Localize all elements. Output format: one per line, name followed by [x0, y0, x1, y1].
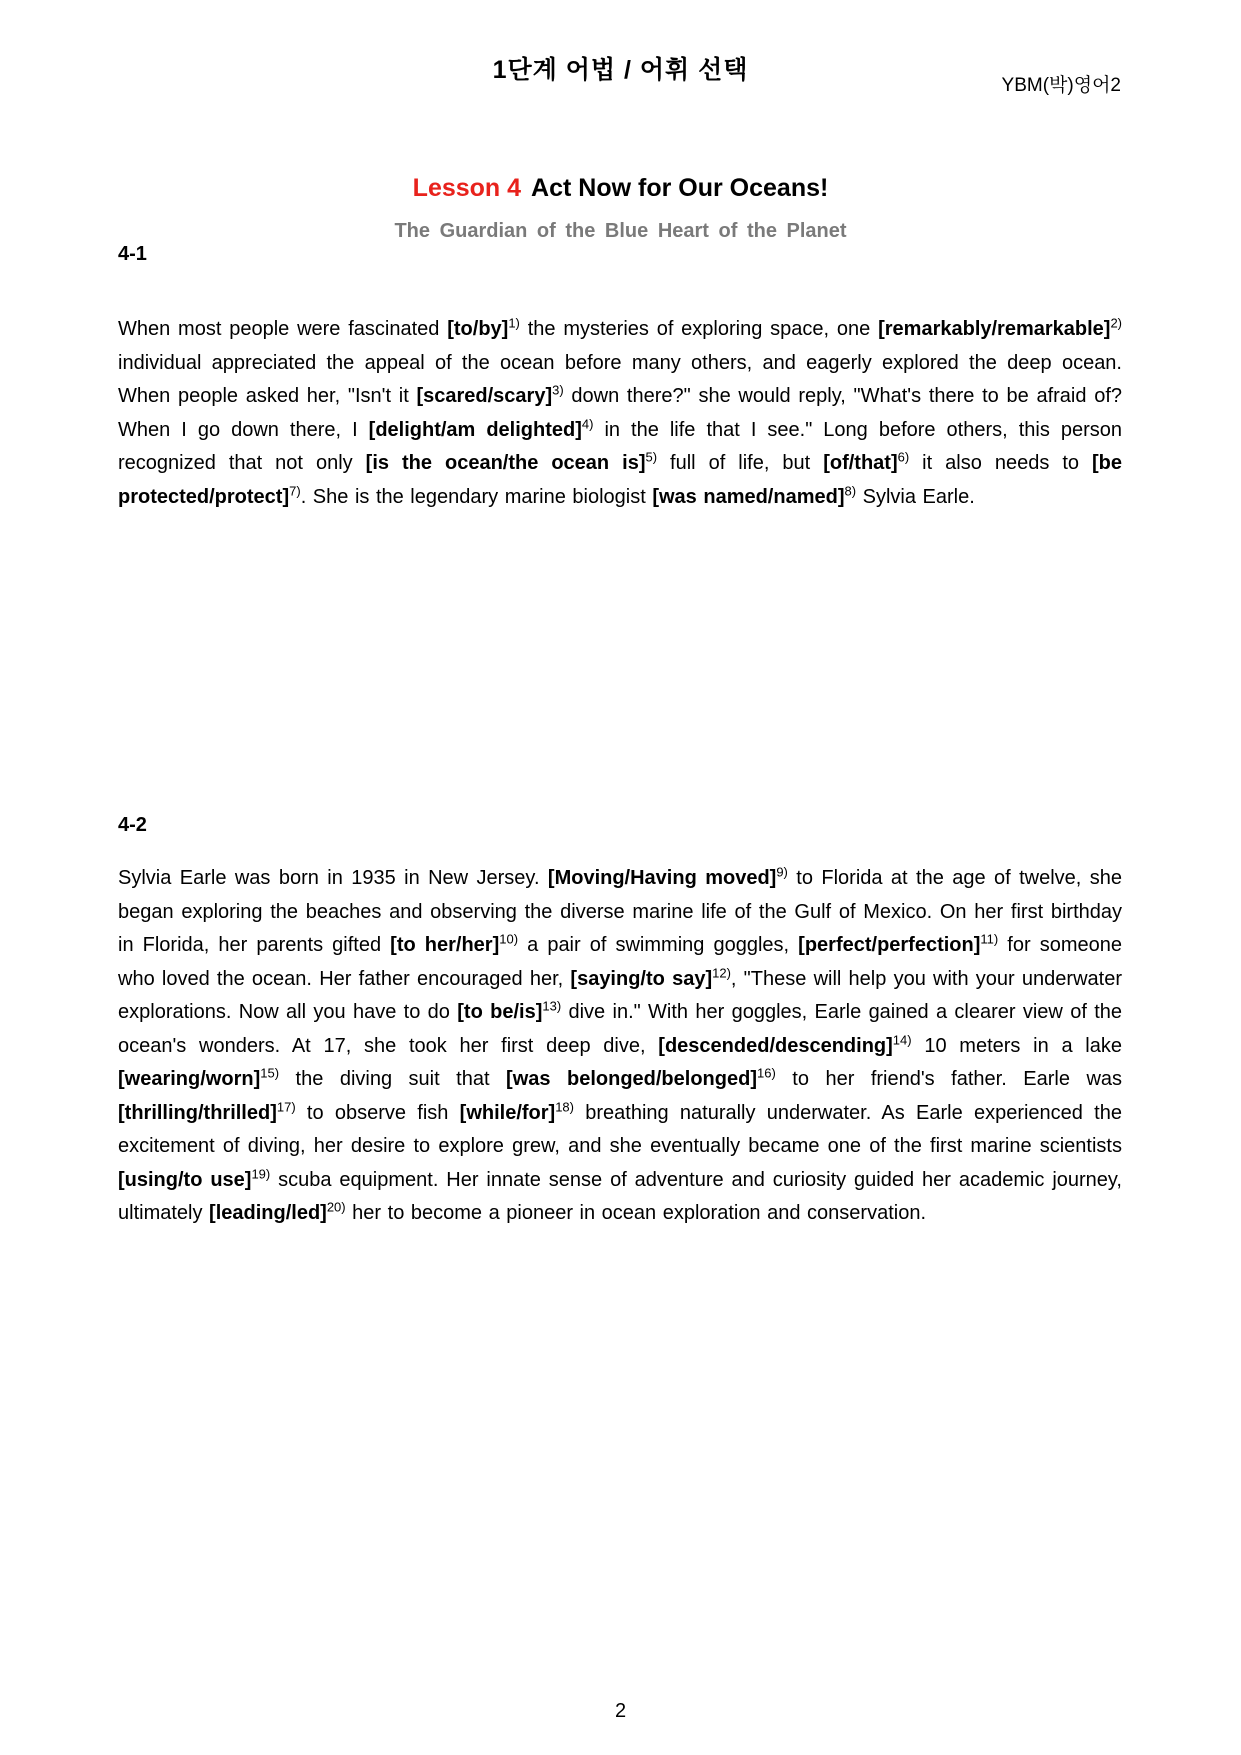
passage-text: to observe fish [295, 1101, 460, 1124]
question-number: 13) [542, 998, 562, 1014]
lesson-subtitle: The Guardian of the Blue Heart of the Planet [394, 220, 847, 242]
passage-text: to Florida at the age of twelve, she began exploring the beaches and observing the diverse marine life of the Gulf of Mexico. On her first birthday in Florida, her parents gifted [118, 867, 1122, 956]
passage-text: full of life, but [657, 452, 824, 474]
answer-choice: [saying/to say] [570, 967, 713, 990]
passage-4-1 [118, 313, 1122, 514]
question-number: 16) [756, 1065, 776, 1081]
passage-text: breathing naturally underwater. As Earle experienced the excitement of diving, her desire to explore grew, and she eventually became one of the first marine scientists [118, 1101, 1122, 1157]
passage-text: a pair of swimming goggles, [518, 934, 799, 956]
answer-choice: [while/for] [459, 1101, 556, 1124]
question-number: 17) [276, 1098, 296, 1114]
passage-4-2 [118, 862, 1122, 1231]
answer-choice: [remarkably/remarkable] [878, 318, 1111, 340]
question-number: 7) [289, 482, 301, 498]
answer-choice: [perfect/perfection] [798, 934, 981, 956]
question-number: 18) [555, 1098, 574, 1114]
passage-text: Sylvia Earle. [856, 485, 975, 508]
question-number: 9) [776, 864, 788, 880]
question-number: 5) [645, 449, 658, 465]
lesson-title: Act Now for Our Oceans! [531, 174, 829, 202]
section-label-4-1: 4-1 [118, 243, 147, 265]
answer-choice: [thrilling/thrilled] [118, 1101, 277, 1124]
passage-text: the mysteries of exploring space, one [519, 318, 879, 340]
textbook-tag: YBM(박)영어2 [1001, 75, 1121, 96]
passage-text: Sylvia Earle was born in 1935 in New Jersey. [118, 867, 548, 889]
lesson-number: Lesson 4 [412, 174, 522, 202]
answer-choice: [using/to use] [118, 1168, 252, 1191]
question-number: 20) [326, 1199, 346, 1215]
answer-choice: [is the ocean/the ocean is] [365, 452, 646, 474]
question-number: 12) [712, 964, 731, 980]
answer-choice: [was named/named] [652, 485, 845, 508]
section-label-4-2: 4-2 [118, 814, 147, 836]
passage-text: When most people were fascinated [118, 318, 448, 340]
answer-choice: [to/by] [447, 318, 509, 340]
question-number: 15) [260, 1065, 280, 1081]
page-number: 2 [614, 1700, 627, 1722]
answer-choice: [to her/her] [390, 934, 500, 956]
question-number: 3) [552, 382, 564, 398]
answer-choice: [leading/led] [209, 1202, 327, 1224]
passage-text: it also needs to [909, 452, 1092, 474]
answer-choice: [to be/is] [457, 1001, 543, 1023]
worksheet-title: 1단계 어법 / 어휘 선택 [492, 56, 749, 84]
passage-text: her to become a pioneer in ocean exploration and conservation. [345, 1202, 926, 1224]
passage-text: dive in." With her goggles, Earle gained a clearer view of the ocean's wonders. At 17, she took her first deep dive, [118, 1001, 1122, 1057]
passage-text: scuba equipment. Her innate sense of adventure and curiosity guided her academic journey, ultimately [118, 1168, 1122, 1224]
answer-choice: [be protected/protect] [118, 452, 1122, 508]
question-number: 19) [251, 1165, 271, 1181]
question-number: 14) [892, 1031, 912, 1047]
answer-choice: [was belonged/belonged] [506, 1068, 757, 1090]
passage-text: for someone who loved the ocean. Her father encouraged her, [118, 934, 1122, 990]
answer-choice: [wearing/worn] [118, 1068, 261, 1090]
lesson-heading [0, 174, 1241, 203]
passage-text: individual appreciated the appeal of the ocean before many others, and eagerly explored the deep ocean. When people asked her, "Isn't it [118, 351, 1122, 407]
answer-choice: [delight/am delighted] [368, 418, 582, 441]
answer-choice: [descended/descending] [658, 1034, 893, 1057]
question-number: 2) [1110, 315, 1123, 331]
question-number: 6) [897, 449, 910, 465]
answer-choice: [of/that] [823, 452, 898, 474]
passage-text: to her friend's father. Earle was [775, 1068, 1123, 1090]
passage-text: in the life that I see." Long before others, this person recognized that not only [118, 418, 1122, 474]
passage-text: the diving suit that [279, 1068, 507, 1090]
passage-text: 10 meters in a lake [911, 1034, 1123, 1057]
question-number: 10) [499, 931, 519, 947]
question-number: 1) [508, 315, 520, 331]
answer-choice: [Moving/Having moved] [547, 867, 777, 889]
question-number: 11) [980, 931, 999, 947]
question-number: 4) [581, 415, 594, 431]
answer-choice: [scared/scary] [416, 385, 553, 407]
passage-text: down there?" she would reply, "What's there to be afraid of? When I go down there, I [118, 385, 1123, 441]
question-number: 8) [844, 482, 857, 498]
passage-text: . She is the legendary marine biologist [300, 485, 653, 508]
passage-text: , "These will help you with your underwater explorations. Now all you have to do [118, 967, 1122, 1023]
